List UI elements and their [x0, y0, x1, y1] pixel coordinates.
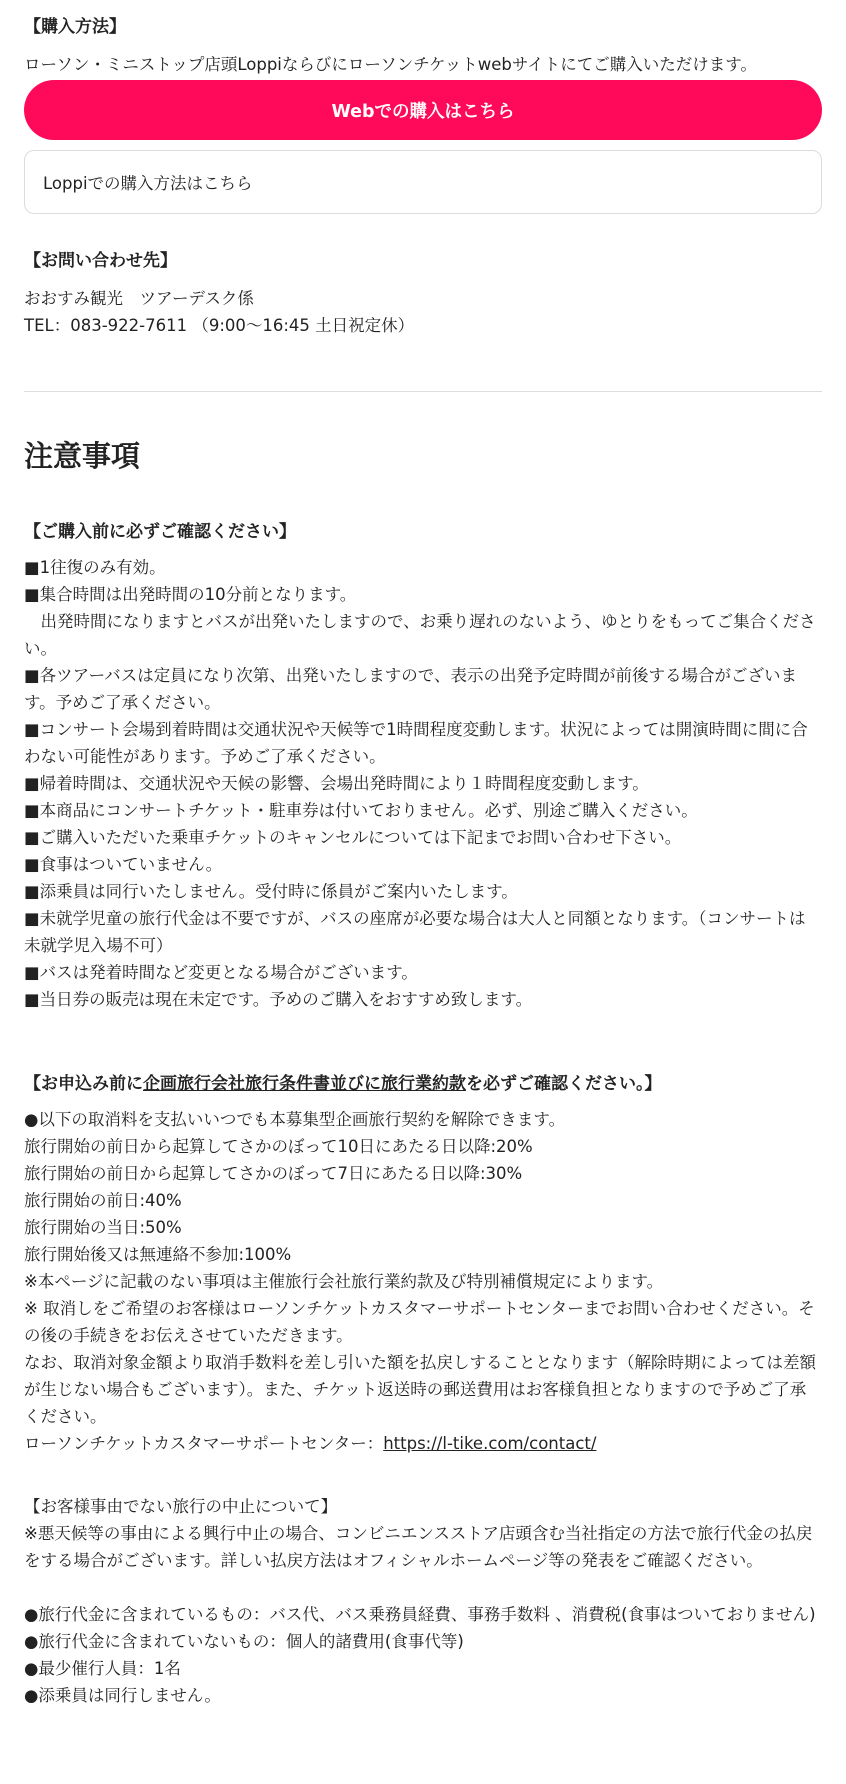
cancel-line: 旅行開始の前日:40% [24, 1191, 182, 1210]
terms-link[interactable]: 企画旅行会社旅行条件書並びに旅行業約款 [143, 1074, 466, 1094]
notice-item: ■バスは発着時間など変更となる場合がございます。 [24, 963, 418, 982]
fee-line: ●最少催行人員：1名 [24, 1659, 181, 1678]
support-link[interactable]: https://l-tike.com/contact/ [383, 1434, 597, 1453]
cancel-line: 旅行開始の前日から起算してさかのぼって7日にあたる日以降:30% [24, 1164, 523, 1183]
notice-item: ■ご購入いただいた乗車チケットのキャンセルについては下記までお問い合わせ下さい。 [24, 828, 682, 847]
terms-heading-suffix: を必ずご確認ください。】 [466, 1074, 662, 1094]
notice-item: 出発時間になりますとバスが出発いたしますので、お乗り遅れのないよう、ゆとりをもってご集合ください。 [24, 612, 816, 658]
terms-heading [24, 1069, 822, 1094]
web-purchase-button[interactable]: Webでの購入はこちら [24, 80, 822, 140]
confirm-list [24, 554, 822, 1013]
cancel-reason-heading: 【お客様事由でない旅行の中止について】 [24, 1497, 338, 1516]
support-label: ローソンチケットカスタマーサポートセンター： [24, 1434, 384, 1453]
loppi-purchase-button[interactable]: Loppiでの購入方法はこちら [24, 150, 822, 214]
purchase-text: ローソン・ミニストップ店頭Loppiならびにローソンチケットwebサイトにてご購入いただけます。 [24, 55, 757, 74]
notice-item: ■コンサート会場到着時間は交通状況や天候等で1時間程度変動します。状況によっては開演時間に間に合わない可能性があります。予めご了承ください。 [24, 720, 808, 766]
notice-item: ■添乗員は同行いたしません。受付時に係員がご案内いたします。 [24, 882, 518, 901]
cancel-list [24, 1106, 822, 1430]
contact-line: TEL：083-922-7611 （9:00～16:45 土日祝定休） [24, 316, 415, 335]
support-line [24, 1430, 822, 1457]
cancel-line: ※本ページに記載のない事項は主催旅行会社旅行業約款及び特別補償規定によります。 [24, 1272, 664, 1291]
notice-item: ■食事はついていません。 [24, 855, 223, 874]
notice-item: ■当日券の販売は現在未定です。予めのご購入をおすすめ致します。 [24, 990, 533, 1009]
notes-title: 注意事項 [24, 439, 141, 473]
notice-item: ■1往復のみ有効。 [24, 558, 166, 577]
notice-item: ■本商品にコンサートチケット・駐車券は付いておりません。必ず、別途ご購入ください。 [24, 801, 698, 820]
contact-line: おおすみ観光 ツアーデスク係 [24, 289, 254, 308]
fee-list [24, 1601, 822, 1709]
cancel-line: 旅行開始の当日:50% [24, 1218, 182, 1237]
cancel-line: ※ 取消しをご希望のお客様はローソンチケットカスタマーサポートセンターまでお問い合わせください。その後の手続きをお伝えさせていただきます。 [24, 1299, 815, 1345]
cancel-line: なお、取消対象金額より取消手数料を差し引いた額を払戻しすることとなります（解除時期によっては差額が生じない場合もございます）。また、チケット返送時の郵送費用はお客様負担となりますので予めご了承ください。 [24, 1353, 816, 1426]
notice-item: ■各ツアーバスは定員になり次第、出発いたしますので、表示の出発予定時間が前後する場合がございます。予めご了承ください。 [24, 666, 797, 712]
fee-line: ●旅行代金に含まれているもの：バス代、バス乗務員経費、事務手数料 、消費税(食事はついておりません) [24, 1605, 816, 1624]
fee-line: ●添乗員は同行しません。 [24, 1686, 221, 1705]
fee-line: ●旅行代金に含まれていないもの：個人的諸費用(食事代等) [24, 1632, 464, 1651]
notice-item: ■集合時間は出発時間の10分前となります。 [24, 585, 357, 604]
terms-heading-prefix: 【お申込み前に [24, 1074, 143, 1094]
cancel-line: 旅行開始の前日から起算してさかのぼって10日にあたる日以降:20% [24, 1137, 533, 1156]
notice-item: ■帰着時間は、交通状況や天候の影響、会場出発時間により１時間程度変動します。 [24, 774, 649, 793]
confirm-heading: 【ご購入前に必ずご確認ください】 [24, 522, 296, 542]
contact-heading: 【お問い合わせ先】 [24, 251, 177, 271]
notice-item: ■未就学児童の旅行代金は不要ですが、バスの座席が必要な場合は大人と同額となります。（コンサートは未就学児入場不可） [24, 909, 806, 955]
cancel-line: 旅行開始後又は無連絡不参加:100% [24, 1245, 292, 1264]
purchase-heading: 【購入方法】 [24, 17, 126, 37]
cancel-line: ●以下の取消料を支払いいつでも本募集型企画旅行契約を解除できます。 [24, 1110, 566, 1129]
cancel-reason-text: ※悪天候等の事由による興行中止の場合、コンビニエンスストア店頭含む当社指定の方法で旅行代金の払戻をする場合がございます。詳しい払戻方法はオフィシャルホームページ等の発表をご確認ください。 [24, 1524, 813, 1570]
